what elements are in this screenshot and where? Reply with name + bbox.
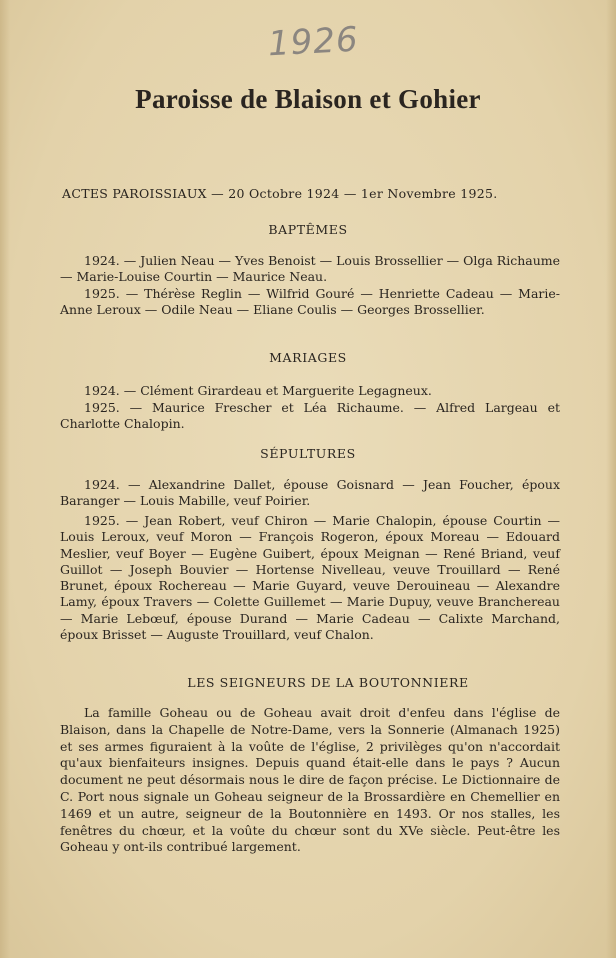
sepultures-heading: SÉPULTURES (260, 446, 356, 461)
seigneurs-heading: LES SEIGNEURS DE LA BOUTONNIERE (187, 675, 469, 690)
sepultures-1924-text: 1924. — Alexandrine Dallet, épouse Goisnard — Jean Foucher, époux Baranger — Louis Mabille, veuf Poirier. (60, 477, 560, 509)
baptemes-1924-text: 1924. — Julien Neau — Yves Benoist — Louis Brossellier — Olga Richaume — Marie-Louise Courtin — Maurice Neau. (60, 253, 561, 285)
seigneurs-body-text: La famille Goheau ou de Goheau avait droit d'enfeu dans l'église de Blaison, dans la Chapelle de Notre-Dame, vers la Sonnerie (Almanach 1925) et ses armes figuraient à la voûte de l'église, 2 privilèges qu'on n'accordait qu'aux bienfaiteurs insignes. Depuis quand était-elle dans le pays ? Aucun document ne peut désormais nous le dire de façon précise. Le Dictionnaire de C. Port nous signale un Goheau seigneur de la Brossardière en Chemellier en 1469 et un autre, seigneur de la Boutonnière en 1493. Or nos stalles, les fenêtres du chœur, et la voûte du chœur sont du XVe siècle. Peut-être les Goheau y ont-ils contribué largement. (60, 705, 560, 855)
baptemes-1925-text: 1925. — Thérèse Reglin — Wilfrid Gouré — Henriette Cadeau — Marie-Anne Leroux — Odile Neau — Eliane Coulis — Georges Brossellier. (60, 286, 560, 318)
mariages-heading: MARIAGES (269, 350, 347, 365)
sepultures-1925-text: 1925. — Jean Robert, veuf Chiron — Marie Chalopin, épouse Courtin — Louis Leroux, veuf Moron — François Rogeron, époux Moreau — Edouard Meslier, veuf Boyer — Eugène Guibert, époux Meignan — René Briand, veuf Guillot — Joseph Bouvier — Hortense Nivelleau, veuve Trouillard — René Brunet, époux Rochereau — Marie Guyard, veuve Derouineau — Alexandre Lamy, époux Travers — Colette Guillemet — Marie Dupuy, veuve Branchereau — Marie Lebœuf, épouse Durand — Marie Cadeau — Calixte Marchand, époux Brisset — Auguste Trouillard, veuf Chalon. (60, 513, 560, 643)
baptemes-heading: BAPTÊMES (268, 222, 348, 237)
mariages-1924-paragraph (60, 383, 560, 399)
baptemes-1925-paragraph (60, 286, 560, 319)
mariages-1924-text: 1924. — Clément Girardeau et Marguerite Legagneux. (84, 383, 432, 398)
seigneurs-body-paragraph (60, 705, 560, 856)
baptemes-1924-paragraph (60, 253, 560, 286)
sepultures-1924-paragraph (60, 477, 560, 510)
page-edge-right (606, 0, 616, 958)
page-edge-left (0, 0, 10, 958)
handwritten-year-annotation: 1926 (267, 19, 360, 65)
page-title: Paroisse de Blaison et Gohier (135, 84, 481, 114)
mariages-1925-paragraph (60, 400, 560, 433)
mariages-1925-text: 1925. — Maurice Frescher et Léa Richaume. — Alfred Largeau et Charlotte Chalopin. (60, 400, 560, 432)
sepultures-1925-paragraph (60, 513, 560, 643)
acts-date-range: ACTES PAROISSIAUX — 20 Octobre 1924 — 1er Novembre 1925. (62, 186, 498, 201)
